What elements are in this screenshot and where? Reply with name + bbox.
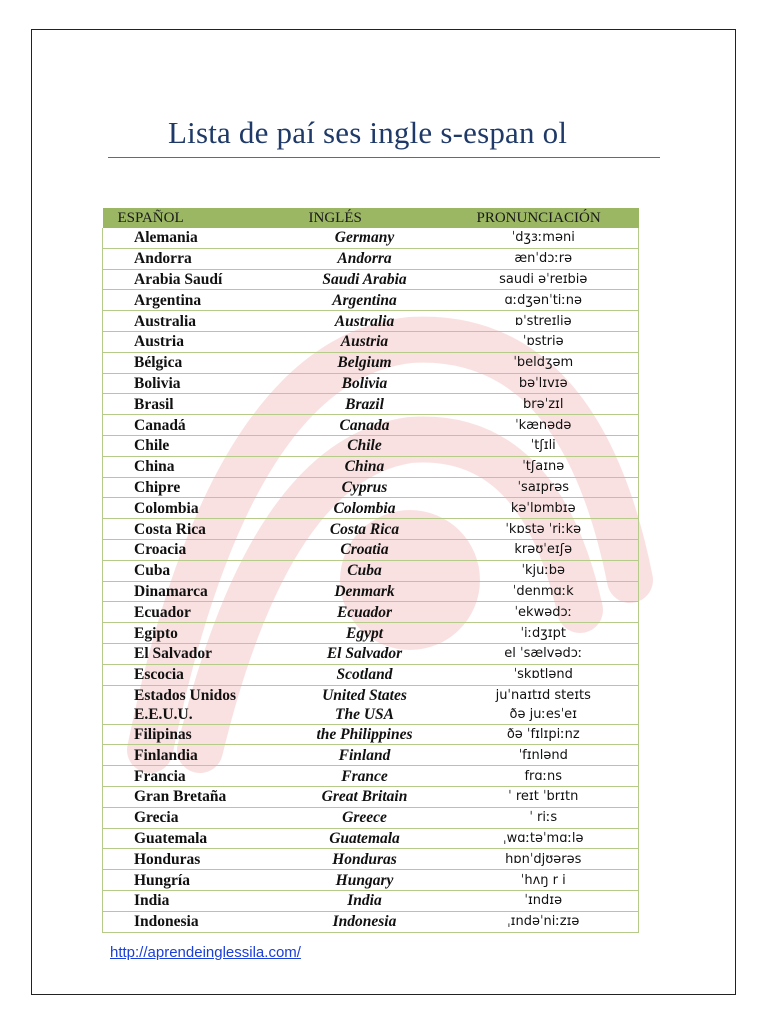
table-row bbox=[103, 745, 639, 766]
cell-spanish: Bolivia bbox=[103, 373, 281, 394]
cell-spanish: Costa Rica bbox=[103, 519, 281, 540]
cell-spanish: Bélgica bbox=[103, 352, 281, 373]
cell-english: Bolivia bbox=[281, 373, 449, 394]
cell-spanish: Hungría bbox=[103, 870, 281, 891]
cell-english: Croatia bbox=[281, 539, 449, 560]
cell-pronunciation: ˈɒstriə bbox=[449, 331, 639, 352]
cell-pronunciation: ɑːdʒənˈtiːnə bbox=[449, 290, 639, 311]
cell-spanish: Australia bbox=[103, 311, 281, 332]
cell-pronunciation: brəˈzɪl bbox=[449, 394, 639, 415]
table-row bbox=[103, 724, 639, 745]
table-row bbox=[103, 623, 639, 644]
cell-spanish: China bbox=[103, 456, 281, 477]
cell-spanish: Andorra bbox=[103, 248, 281, 269]
cell-spanish: Chipre bbox=[103, 477, 281, 498]
cell-english: Denmark bbox=[281, 581, 449, 602]
cell-english: Saudi Arabia bbox=[281, 269, 449, 290]
table-row bbox=[103, 664, 639, 685]
header-spanish: ESPAÑOL bbox=[103, 208, 281, 228]
cell-english: India bbox=[281, 890, 449, 911]
table-row bbox=[103, 394, 639, 415]
cell-pronunciation: ˈdenmɑːk bbox=[449, 581, 639, 602]
table-row bbox=[103, 331, 639, 352]
cell-english: Cuba bbox=[281, 560, 449, 581]
table-row bbox=[103, 498, 639, 519]
cell-pronunciation: ˈkænədə bbox=[449, 415, 639, 436]
cell-pronunciation: ˈfɪnlənd bbox=[449, 745, 639, 766]
cell-pronunciation: ðə ˈfɪlɪpiːnz bbox=[449, 724, 639, 745]
cell-english: Andorra bbox=[281, 248, 449, 269]
table-row bbox=[103, 228, 639, 248]
cell-pronunciation: ˌɪndəˈniːzɪə bbox=[449, 911, 639, 932]
cell-spanish: Finlandia bbox=[103, 745, 281, 766]
cell-english: France bbox=[281, 766, 449, 787]
title-divider bbox=[108, 157, 660, 158]
table-row bbox=[103, 519, 639, 540]
cell-pronunciation: saudi əˈreɪbiə bbox=[449, 269, 639, 290]
cell-spanish: Estados Unidos E.E.U.U. bbox=[103, 685, 281, 724]
cell-pronunciation: frɑːns bbox=[449, 766, 639, 787]
cell-pronunciation: ˈsaɪprəs bbox=[449, 477, 639, 498]
cell-spanish: Guatemala bbox=[103, 828, 281, 849]
cell-english: Hungary bbox=[281, 870, 449, 891]
cell-pronunciation: ˌwɑːtəˈmɑːlə bbox=[449, 828, 639, 849]
cell-english: Belgium bbox=[281, 352, 449, 373]
cell-pronunciation: ɒˈstreɪliə bbox=[449, 311, 639, 332]
cell-spanish: Ecuador bbox=[103, 602, 281, 623]
cell-spanish: Canadá bbox=[103, 415, 281, 436]
cell-spanish: Gran Bretaña bbox=[103, 786, 281, 807]
cell-pronunciation: ˈiːdʒɪpt bbox=[449, 623, 639, 644]
cell-english: Colombia bbox=[281, 498, 449, 519]
cell-english: the Philippines bbox=[281, 724, 449, 745]
cell-english: Scotland bbox=[281, 664, 449, 685]
cell-english: Cyprus bbox=[281, 477, 449, 498]
cell-pronunciation: ˈbeldʒəm bbox=[449, 352, 639, 373]
cell-spanish: Chile bbox=[103, 435, 281, 456]
cell-spanish: El Salvador bbox=[103, 643, 281, 664]
table-row bbox=[103, 828, 639, 849]
table-row bbox=[103, 786, 639, 807]
table-row bbox=[103, 435, 639, 456]
cell-pronunciation: ˈ riːs bbox=[449, 807, 639, 828]
cell-pronunciation: ˈtʃaɪnə bbox=[449, 456, 639, 477]
cell-pronunciation: krəʊˈeɪʃə bbox=[449, 539, 639, 560]
cell-pronunciation: ˈekwədɔː bbox=[449, 602, 639, 623]
cell-spanish: Francia bbox=[103, 766, 281, 787]
table-row bbox=[103, 477, 639, 498]
table-row bbox=[103, 685, 639, 724]
table-header-row bbox=[103, 208, 639, 228]
cell-english: Honduras bbox=[281, 849, 449, 870]
table-row bbox=[103, 539, 639, 560]
table-row bbox=[103, 415, 639, 436]
cell-spanish: Honduras bbox=[103, 849, 281, 870]
cell-english: Costa Rica bbox=[281, 519, 449, 540]
header-english: INGLÉS bbox=[281, 208, 449, 228]
cell-english: Austria bbox=[281, 331, 449, 352]
cell-pronunciation: ˈdʒɜːməni bbox=[449, 228, 639, 248]
cell-pronunciation: ˈkɒstə ˈriːkə bbox=[449, 519, 639, 540]
cell-spanish: Grecia bbox=[103, 807, 281, 828]
table-row bbox=[103, 807, 639, 828]
cell-spanish: Alemania bbox=[103, 228, 281, 248]
table-row bbox=[103, 849, 639, 870]
cell-english: Indonesia bbox=[281, 911, 449, 932]
cell-english: Canada bbox=[281, 415, 449, 436]
cell-english: El Salvador bbox=[281, 643, 449, 664]
table-row bbox=[103, 248, 639, 269]
cell-spanish: Indonesia bbox=[103, 911, 281, 932]
page-title: Lista de paí ses ingle s-espan ol bbox=[168, 115, 568, 150]
cell-english: Greece bbox=[281, 807, 449, 828]
cell-pronunciation: juˈnaɪtɪd steɪts ðə juːesˈeɪ bbox=[449, 685, 639, 724]
website-link[interactable]: http://aprendeinglessila.com/ bbox=[110, 944, 301, 961]
cell-spanish: Cuba bbox=[103, 560, 281, 581]
cell-pronunciation: ˈtʃɪli bbox=[449, 435, 639, 456]
cell-english: Finland bbox=[281, 745, 449, 766]
cell-spanish: Arabia Saudí bbox=[103, 269, 281, 290]
cell-pronunciation: bəˈlɪvɪə bbox=[449, 373, 639, 394]
cell-english: Egypt bbox=[281, 623, 449, 644]
table-row bbox=[103, 456, 639, 477]
cell-english: Australia bbox=[281, 311, 449, 332]
table-row bbox=[103, 890, 639, 911]
cell-english: Great Britain bbox=[281, 786, 449, 807]
cell-pronunciation: el ˈsælvədɔː bbox=[449, 643, 639, 664]
cell-spanish: Argentina bbox=[103, 290, 281, 311]
cell-spanish: Austria bbox=[103, 331, 281, 352]
cell-pronunciation: ænˈdɔːrə bbox=[449, 248, 639, 269]
cell-spanish: Escocia bbox=[103, 664, 281, 685]
table-row bbox=[103, 911, 639, 932]
cell-spanish: Croacia bbox=[103, 539, 281, 560]
cell-english: United States The USA bbox=[281, 685, 449, 724]
table-row bbox=[103, 311, 639, 332]
header-pronunciation: PRONUNCIACIÓN bbox=[449, 208, 639, 228]
table-row bbox=[103, 269, 639, 290]
cell-english: Ecuador bbox=[281, 602, 449, 623]
table-row bbox=[103, 870, 639, 891]
table-row bbox=[103, 290, 639, 311]
table-row bbox=[103, 560, 639, 581]
cell-spanish: Egipto bbox=[103, 623, 281, 644]
cell-pronunciation: kəˈlɒmbɪə bbox=[449, 498, 639, 519]
cell-spanish: Colombia bbox=[103, 498, 281, 519]
cell-pronunciation: ˈskɒtlənd bbox=[449, 664, 639, 685]
cell-english: China bbox=[281, 456, 449, 477]
cell-english: Guatemala bbox=[281, 828, 449, 849]
cell-spanish: Filipinas bbox=[103, 724, 281, 745]
cell-pronunciation: ˈkjuːbə bbox=[449, 560, 639, 581]
table-row bbox=[103, 643, 639, 664]
cell-pronunciation: ˈhʌŋ r i bbox=[449, 870, 639, 891]
cell-spanish: Brasil bbox=[103, 394, 281, 415]
table-row bbox=[103, 373, 639, 394]
cell-spanish: Dinamarca bbox=[103, 581, 281, 602]
table-row bbox=[103, 352, 639, 373]
cell-spanish: India bbox=[103, 890, 281, 911]
table-row bbox=[103, 602, 639, 623]
table-row bbox=[103, 766, 639, 787]
cell-pronunciation: ˈɪndɪə bbox=[449, 890, 639, 911]
cell-english: Argentina bbox=[281, 290, 449, 311]
cell-english: Brazil bbox=[281, 394, 449, 415]
table-row bbox=[103, 581, 639, 602]
cell-pronunciation: ˈ reɪt ˈbrɪtn bbox=[449, 786, 639, 807]
cell-english: Germany bbox=[281, 228, 449, 248]
cell-pronunciation: hɒnˈdjʊərəs bbox=[449, 849, 639, 870]
cell-english: Chile bbox=[281, 435, 449, 456]
countries-table bbox=[102, 208, 639, 933]
